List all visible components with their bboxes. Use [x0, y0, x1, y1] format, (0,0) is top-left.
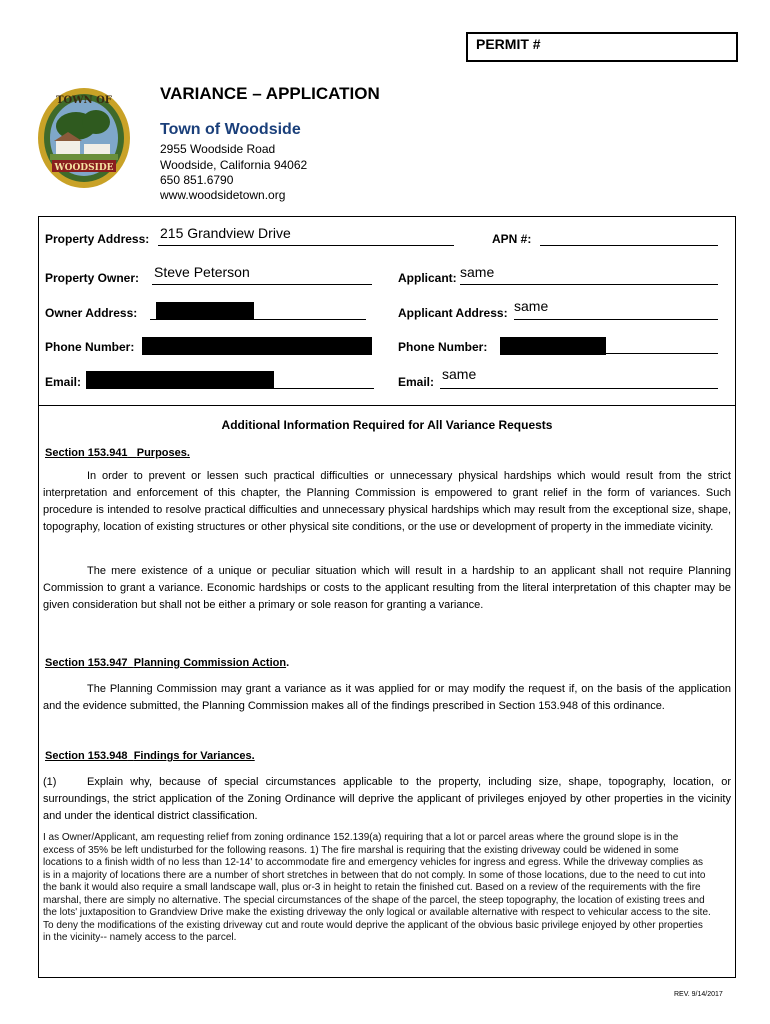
document-title: VARIANCE – APPLICATION	[160, 84, 380, 103]
applicant-field[interactable]	[460, 284, 718, 285]
section-153-941-heading	[45, 447, 190, 459]
town-seal-logo	[36, 86, 132, 190]
item-text: Explain why, because of special circumstances applicable to the property, including size, shape, topography, location, or surroundings, the strict application of the Zoning Ordinance will deprive the applicant of privileges enjoyed by other properties in the vicinity and under the identical district classification.	[43, 776, 731, 822]
section-153-941-paragraph-2: The mere existence of a unique or peculiar situation which will result in a hardship to an applicant shall not require Planning Commission to grant a variance. Economic hardships or costs to the applicant resulting from the literal interpretation of this chapter may be given consideration but shall not be either a primary or sole reason for granting a variance.	[43, 565, 731, 611]
section-number: Section 153.941	[45, 447, 128, 459]
section-title: Purposes.	[136, 447, 190, 459]
redaction-block	[500, 337, 606, 355]
apn-label: APN #:	[492, 232, 532, 246]
applicant-email-field[interactable]	[440, 388, 718, 389]
applicant-email-value: same	[442, 366, 477, 382]
applicant-address-field[interactable]	[514, 319, 718, 320]
email-label: Email:	[45, 375, 82, 389]
property-owner-label: Property Owner:	[45, 271, 140, 285]
seal-top-text: TOWN OF	[56, 95, 112, 106]
section-153-941-paragraph-1: In order to prevent or lessen such practical difficulties or unnecessary physical hardships which would result from the strict interpretation and enforcement of this chapter, the Planning Commission is empowered to grant relief in the form of variances. Such procedure is intended to resolve practical difficulties and unnecessary physical hardships which may result from the exceptional size, shape, topography, location of existing structures or other physical site conditions, or the use or development of property in the immediate vicinity.	[43, 470, 731, 533]
applicant-address-value: same	[514, 298, 549, 314]
form-divider	[38, 405, 736, 406]
property-address-label: Property Address:	[45, 232, 150, 246]
address-line: Woodside, California 94062	[160, 158, 308, 172]
website-line: www.woodsidetown.org	[160, 188, 286, 202]
seal-bottom-text: WOODSIDE	[54, 163, 114, 173]
apn-field[interactable]	[540, 245, 718, 246]
applicant-label: Applicant:	[398, 271, 457, 285]
finding-1-answer-field[interactable]: I as Owner/Applicant, am requesting relief from zoning ordinance 152.139(a) requiring that a lot or parcel areas where the ground slope is in the excess of 35% be left undisturbed for the following reasons. 1) The fire marshal is requiring that the existing driveway could be widened in some locations to a finish width of no less than 12-14' to accommodate fire and emergency vehicles for ingress and egress. While the driveway complies as is in a majority of locations there are a number of short stretches in between that do not comply. In some of those locations, due to the need to cut into the bank it would also require a small landscape wall, plus or-3 in height to retain the finished cut. Based on a review of the requirements with the fire marshal, there are simply no alternative. The special circumstances of the shape of the parcel, the steep topography, the location of existing trees and the lots' juxtaposition to Grandview Drive make the existing driveway the only logical or available alternative with respect to vehicular access to the site. To deny the modifications of the existing driveway cut and route would deprive the applicant of the obvious basic privilege enjoyed by other properties in the vicinity-- namely access to the parcel.	[43, 832, 711, 943]
section-title: Findings for Variances.	[133, 750, 255, 762]
phone-number-label: Phone Number:	[45, 340, 135, 354]
applicant-value: same	[460, 264, 495, 280]
section-number: Section 153.948	[45, 750, 128, 762]
town-name: Town of Woodside	[160, 121, 301, 138]
info-heading: Additional Information Required for All Variance Requests	[221, 418, 553, 432]
property-owner-value: Steve Peterson	[154, 264, 250, 280]
applicant-address-label: Applicant Address:	[398, 306, 508, 320]
phone-line: 650 851.6790	[160, 173, 234, 187]
address-line: 2955 Woodside Road	[160, 142, 276, 156]
section-153-947-paragraph: The Planning Commission may grant a variance as it was applied for or may modify the request if, on the basis of the application and the evidence submitted, the Planning Commission makes all of the findings prescribed in Section 153.948 of this ordinance.	[43, 683, 731, 712]
section-title: Planning Commission Action	[133, 657, 287, 669]
finding-item-1	[43, 774, 731, 825]
item-number: (1)	[43, 776, 57, 788]
redaction-block	[142, 337, 372, 355]
revision-date: REV. 9/14/2017	[674, 991, 723, 998]
property-address-value: 215 Grandview Drive	[160, 225, 291, 241]
section-153-948-heading	[45, 750, 255, 762]
section-153-947-heading: Section 153.947 Planning Commission Action.	[45, 657, 290, 669]
redaction-block	[86, 371, 274, 389]
property-owner-field[interactable]	[152, 284, 372, 285]
applicant-phone-label: Phone Number:	[398, 340, 488, 354]
redaction-block	[156, 302, 254, 320]
applicant-email-label: Email:	[398, 375, 435, 389]
property-address-field[interactable]	[158, 245, 454, 246]
permit-label: PERMIT #	[476, 36, 541, 52]
section-number: Section 153.947	[45, 657, 128, 669]
owner-address-label: Owner Address:	[45, 306, 138, 320]
